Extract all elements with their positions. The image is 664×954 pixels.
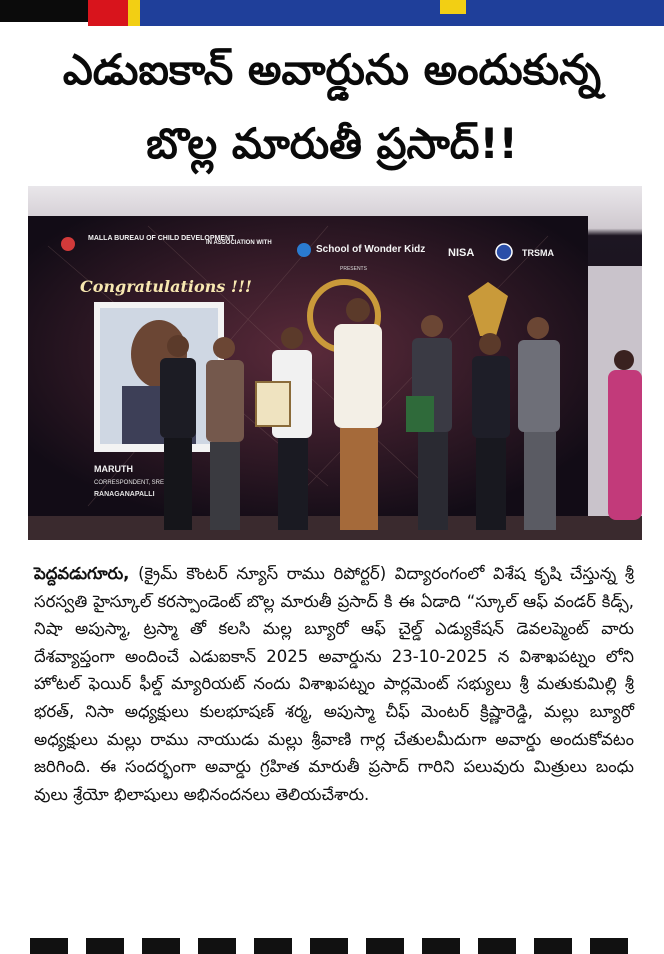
congratulations-text: Congratulations !!! (80, 277, 252, 296)
masthead-black-block (0, 0, 88, 22)
banner-org-text: MALLA BUREAU OF CHILD DEVELOPMENT (88, 235, 235, 242)
article-body (34, 560, 634, 808)
masthead-yellow-mark (440, 0, 466, 14)
masthead-red-block (88, 0, 128, 26)
article-text: (క్రైమ్ కౌంటర్ న్యూస్ రాము రిపోర్టర్) విద్యారంగంలో విశేష కృషి చేస్తున్న శ్రీ సరస్వతి హైస్కూల్ కరస్పాండెంట్ బొల్ల మారుతీ ప్రసాద్ కి ఈ ఏడాది “స్కూల్ ఆఫ్ వండర్ కిడ్స్, నిషా అపుస్మా, ట్రస్మా తో కలసి మల్ల బ్యూరో ఆఫ్ చైల్డ్ ఎడ్యుకేషన్ డెవలప్మెంట్ వారు దేశవ్యాప్తంగా అందించే ఎడుఐకాన్ 2025 అవార్డును 23-10-2025 న విశాఖపట్నం లోని హోటల్ ఫెయిర్ ఫీల్డ్ మ్యారియట్ నందు విశాఖపట్నం పార్లమెంట్ సభ్యులు శ్రీ మతుకుమిల్లి శ్రీ భరత్, నిసా అధ్యక్షులు కులభూషణ్ శర్మ, అపుస్మా చీఫ్ మెంటర్ క్రిష్ణారెడ్డి, మల్లు బ్యూరో అధ్యక్షులు మల్లు రాము నాయుడు మల్లు శ్రీవాణి గార్ల చేతులమీదుగా అవార్డు అందుకోవటం జరిగింది. ఈ సందర్భంగా అవార్డు గ్రహిత మారుతీ ప్రసాద్ గారిని పలువురు మిత్రులు బంధు వులు శ్రేయో భిలాషులు అభినందనలు తెలియచేశారు. (34, 564, 634, 804)
masthead-strip (0, 0, 664, 26)
headline-line-2: బొల్ల మారుతీ ప్రసాద్!! (146, 119, 518, 168)
banner-assoc-text: IN ASSOCIATION WITH (206, 240, 272, 246)
masthead-blue-block (140, 0, 664, 26)
logo-trsma: TRSMA (522, 248, 554, 258)
banner-school-text: School of Wonder Kidz (316, 244, 426, 255)
banner-presents-text: PRESENTS (340, 266, 367, 272)
logo-nisa: NISA (448, 247, 475, 259)
next-headline-cutoff (0, 938, 664, 954)
portrait-name-text: MARUTH (94, 464, 133, 474)
article-dateline: పెద్దవడుగూరు, (34, 564, 130, 583)
masthead-yellow-block (128, 0, 140, 26)
headline-line-1: ఎడుఐకాన్ అవార్డును అందుకున్న (62, 45, 602, 94)
portrait-designation-text: CORRESPONDENT, SRE (94, 480, 165, 486)
portrait-place-text: RANAGANAPALLI (94, 491, 155, 498)
award-ceremony-photo (28, 186, 642, 540)
